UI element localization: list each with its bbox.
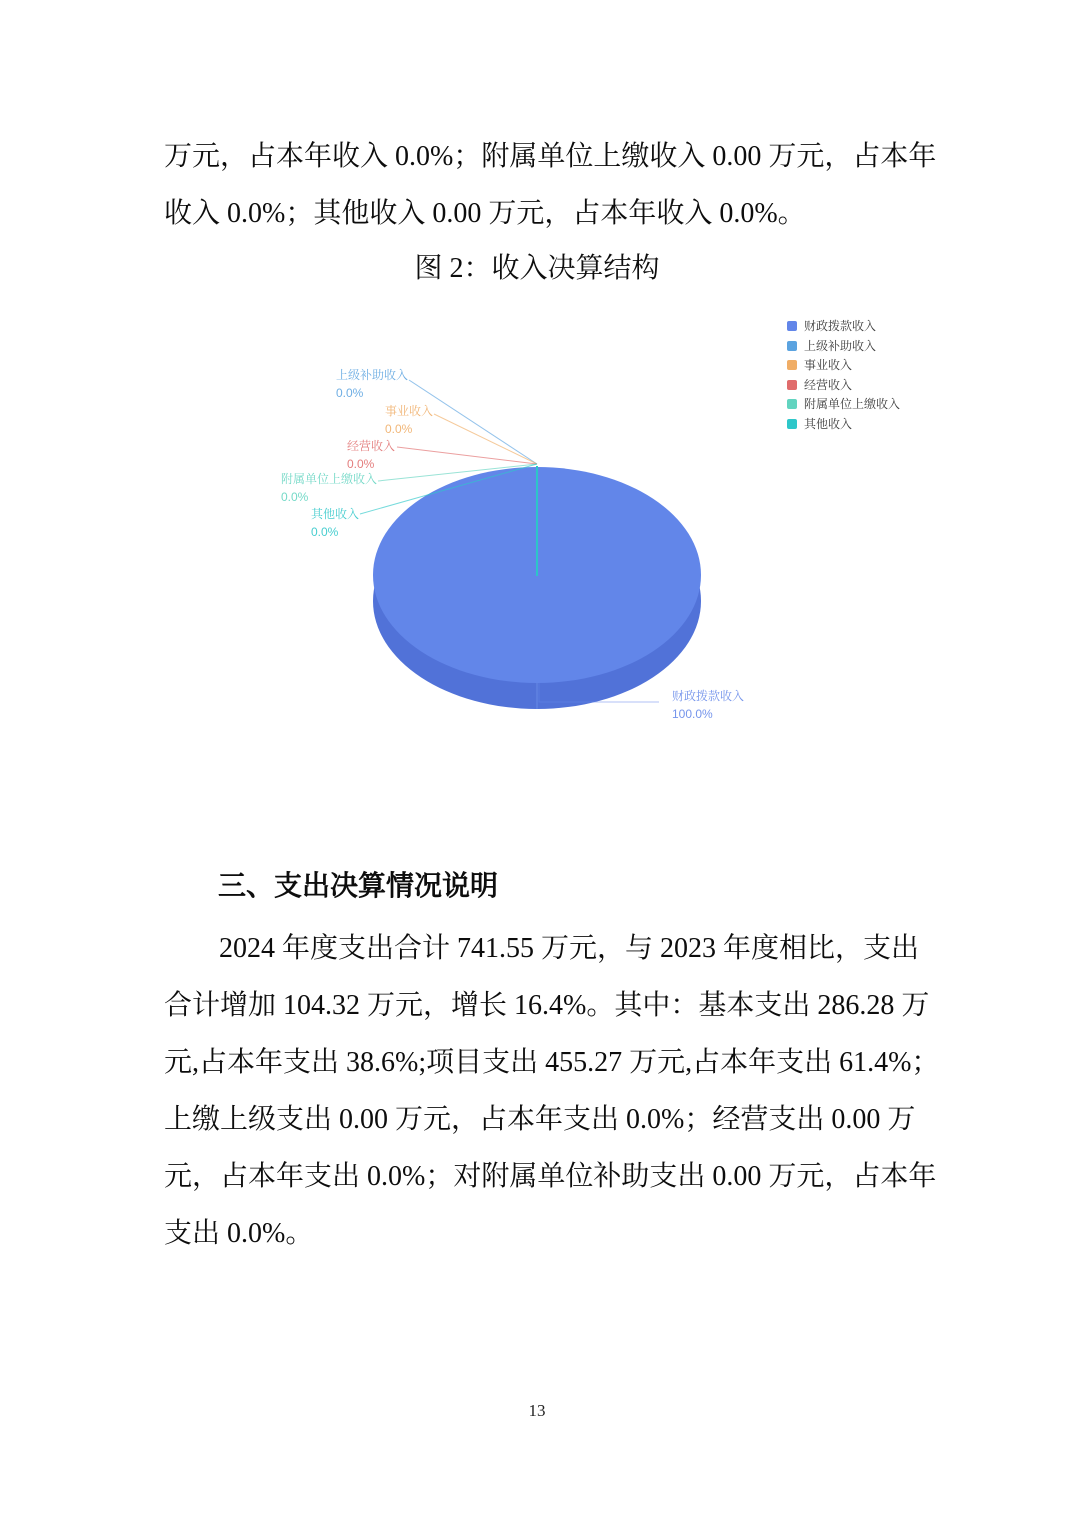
legend-item-fiscal-appropriation-income xyxy=(787,320,900,332)
pie-chart-canvas xyxy=(0,300,1074,770)
callout-value: 0.0% xyxy=(385,421,413,436)
leader-line-operational-income xyxy=(434,414,537,464)
body-line-3: 元,占本年支出 38.6%;项目支出 455.27 万元,占本年支出 61.4%； xyxy=(164,1047,940,1078)
body-line-5: 元，占本年支出 0.0%；对附属单位补助支出 0.00 万元，占本年 xyxy=(164,1161,937,1192)
legend-swatch-icon xyxy=(787,341,797,351)
callout-fiscal-appropriation-income xyxy=(672,688,744,723)
legend-swatch-icon xyxy=(787,360,797,370)
callout-value: 0.0% xyxy=(336,385,364,400)
legend-label: 附属单位上缴收入 xyxy=(804,397,901,411)
legend-item-superior-subsidy-income xyxy=(787,340,900,352)
callout-operational-income xyxy=(385,403,433,438)
chart-legend xyxy=(787,320,900,437)
section-heading: 三、支出决算情况说明 xyxy=(218,871,499,902)
callout-value: 0.0% xyxy=(281,489,309,504)
legend-label: 经营收入 xyxy=(804,377,853,392)
body-line-4: 上缴上级支出 0.00 万元，占本年支出 0.0%；经营支出 0.00 万 xyxy=(164,1104,916,1135)
figure-caption: 图 2：收入决算结构 xyxy=(414,253,660,284)
legend-swatch-icon xyxy=(787,321,797,331)
legend-item-affiliated-unit-remitted-income xyxy=(787,398,900,410)
callout-value: 0.0% xyxy=(347,456,375,471)
legend-label: 事业收入 xyxy=(804,358,853,372)
body-line-1: 2024 年度支出合计 741.55 万元，与 2023 年度相比，支出 xyxy=(219,933,920,964)
callout-name: 经营收入 xyxy=(347,439,396,453)
callout-name: 财政拨款收入 xyxy=(672,689,745,703)
intro-line-1: 万元，占本年收入 0.0%；附属单位上缴收入 0.00 万元，占本年 xyxy=(164,141,937,172)
income-structure-pie-chart xyxy=(0,300,1074,770)
callout-name: 上级补助收入 xyxy=(336,368,409,382)
body-line-2: 合计增加 104.32 万元，增长 16.4%。其中：基本支出 286.28 万 xyxy=(164,990,930,1021)
callout-other-income xyxy=(311,506,359,541)
page-number: 13 xyxy=(528,1401,546,1420)
callout-value: 0.0% xyxy=(311,524,339,539)
callout-name: 其他收入 xyxy=(311,507,360,521)
callout-name: 附属单位上缴收入 xyxy=(281,472,378,486)
body-line-6: 支出 0.0%。 xyxy=(164,1218,314,1249)
leader-line-operating-income xyxy=(397,447,537,464)
callout-affiliated-unit-remitted-income xyxy=(281,471,377,506)
legend-item-operating-income xyxy=(787,379,900,391)
callout-value: 100.0% xyxy=(672,706,713,721)
legend-swatch-icon xyxy=(787,380,797,390)
callout-name: 事业收入 xyxy=(385,404,434,418)
legend-swatch-icon xyxy=(787,419,797,429)
legend-label: 其他收入 xyxy=(804,416,853,431)
legend-label: 财政拨款收入 xyxy=(804,319,877,333)
intro-line-2: 收入 0.0%；其他收入 0.00 万元，占本年收入 0.0%。 xyxy=(164,198,806,229)
callout-superior-subsidy-income xyxy=(336,367,408,402)
legend-label: 上级补助收入 xyxy=(804,338,877,353)
legend-item-operational-income xyxy=(787,359,900,371)
legend-swatch-icon xyxy=(787,399,797,409)
callout-operating-income xyxy=(347,438,395,473)
legend-item-other-income xyxy=(787,418,900,430)
